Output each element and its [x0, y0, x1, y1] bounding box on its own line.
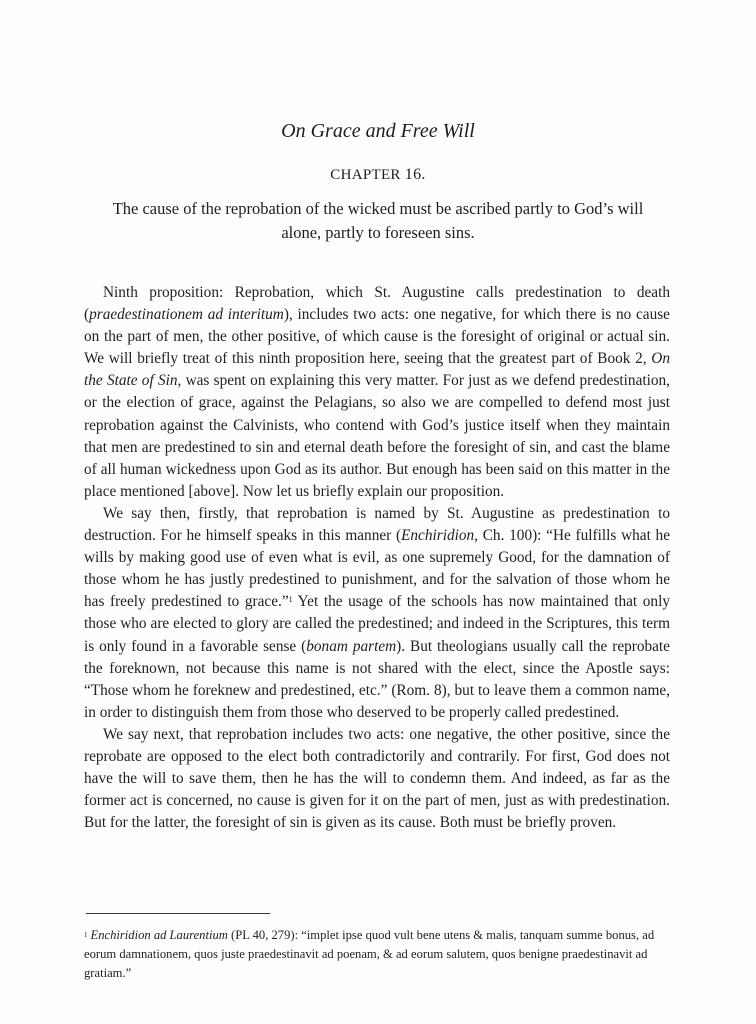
p2-italic-enchiridion: Enchiridion	[401, 527, 475, 545]
p1-italic-latin: praedestinationem ad interitum	[89, 306, 284, 324]
p1-text-c: ), includes two acts: one negative, for which there is no cause on the part of men, the other positive, of which cause is the foresight of original or actual sin. We will briefly treat of this ninth proposition here, seeing that the greatest part of Book 2,	[84, 306, 670, 368]
p1-text-e: , was spent on explaining this very matter. For just as we defend predestination, or the election of grace, against the Pelagians, so also we are compelled to defend most just reprobation against the Calvinists, who contend with God’s justice itself when they maintain that men are predestined to sin and eternal death before the foresight of sin, and cast the blame of all human wickedness upon God as its author. But enough has been said on this matter in the place mentioned [above]. Now let us briefly explain our proposition.	[84, 372, 670, 500]
footnote-source-title: Enchiridion ad Laurentium	[90, 928, 228, 942]
chapter-number: 16.	[404, 166, 426, 183]
chapter-heading	[0, 166, 756, 184]
p3-text-a: We say next, that reprobation includes two acts: one negative, the other positive, since the reprobate are opposed to the elect both contradictorily and contrarily. For first, God does not have the will to save them, then he has the will to condemn them. And indeed, as far as the former act is concerned, no cause is given for it on the part of men, just as with predestination. But for the latter, the foresight of sin is given as its cause. Both must be briefly proven.	[84, 725, 670, 832]
paragraph-1	[84, 282, 670, 503]
footnote-divider	[86, 913, 270, 914]
p2-text-c: , Ch. 100): “He fulfills what he wills by making good use of even what is evil, as one supremely Good, for the damnation of those whom he has justly predestined to punishment, and for the salvation of those whom he has freely predestined to grace.”	[84, 527, 670, 611]
footnote-marker: 1	[84, 931, 88, 939]
book-title: On Grace and Free Will	[281, 120, 475, 142]
p1-italic-book-title: On the State of Sin	[84, 350, 670, 390]
p2-text-a: We say then, firstly, that reprobation is named by St. Augustine as predestination to destruction. For he himself speaks in this manner (	[84, 504, 670, 545]
p2-italic-latin: bonam partem	[306, 637, 397, 655]
footnote-reference[interactable]: 1	[288, 595, 293, 605]
p2-text-d: Yet the usage of the schools has now maintained that only those who are elected to glory are called the predestined; and indeed in the Scriptures, this term is only found in a favorable sense (	[84, 593, 670, 655]
footnote	[84, 926, 670, 983]
body-text	[84, 282, 670, 834]
p2-text-f: ). But theologians usually call the reprobate the foreknown, not because this name is not shared with the elect, since the Apostle says: “Those whom he foreknew and predestined, etc.” (Rom. 8), but to leave them a common name, in order to distinguish them from those who deserved to be properly called predestined.	[84, 637, 670, 721]
p1-text-a: Ninth proposition: Reprobation, which St. Augustine calls predestination to death (	[84, 284, 670, 324]
chapter-label: CHAPTER	[330, 167, 401, 183]
paragraph-3	[84, 724, 670, 834]
chapter-subtitle: The cause of the reprobation of the wicked must be ascribed partly to God’s will alone, partly to foreseen sins.	[112, 199, 644, 242]
footnote-text: (PL 40, 279): “implet ipse quod vult bene utens & malis, tanquam summe bonus, ad eorum damnationem, quos juste praedestinavit ad poenam, & ad eorum salutem, quos benigne praedestinavit ad gratiam.”	[84, 928, 655, 980]
paragraph-2	[84, 503, 670, 724]
